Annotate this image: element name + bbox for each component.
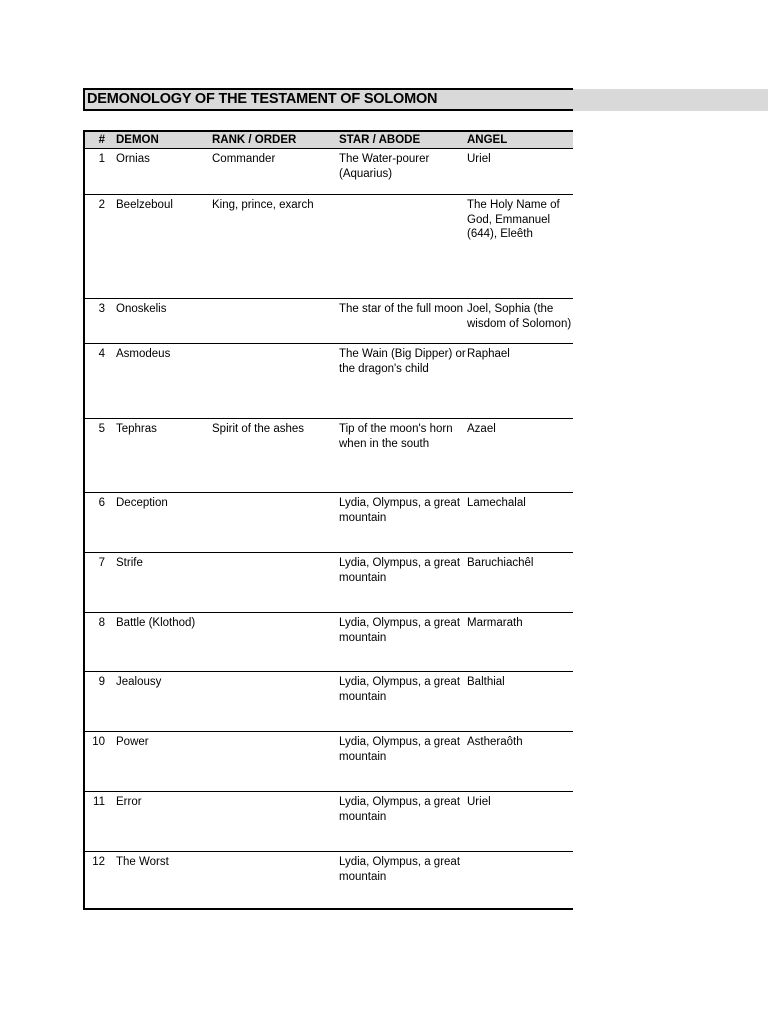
page-title: DEMONOLOGY OF THE TESTAMENT OF SOLOMON: [87, 91, 438, 107]
row-demon: Strife: [116, 557, 143, 569]
row-angel: Uriel: [467, 796, 491, 808]
table-row: [85, 493, 573, 553]
table-row: [85, 299, 573, 344]
row-angel: Raphael: [467, 348, 510, 360]
row-num: 5: [98, 423, 105, 435]
row-star: Lydia, Olympus, a great mountain: [339, 557, 461, 584]
row-star: Lydia, Olympus, a great mountain: [339, 676, 461, 703]
row-angel: The Holy Name of God, Emmanuel (644), Eleêth: [467, 199, 560, 240]
column-header-rank: RANK / ORDER: [212, 134, 297, 146]
row-angel: Uriel: [467, 153, 491, 165]
table-header: [85, 132, 573, 149]
row-demon: Ornias: [116, 153, 150, 165]
row-star: Tip of the moon's horn when in the south: [339, 423, 453, 450]
row-star: Lydia, Olympus, a great mountain: [339, 736, 461, 763]
row-angel: Balthial: [467, 676, 505, 688]
row-demon: Error: [116, 796, 142, 808]
row-angel: Lamechalal: [467, 497, 526, 509]
row-demon: Tephras: [116, 423, 157, 435]
row-num: 12: [92, 856, 105, 868]
row-star: The star of the full moon: [339, 303, 464, 315]
row-num: 1: [98, 153, 105, 165]
row-num: 4: [98, 348, 105, 360]
row-angel: Marmarath: [467, 617, 523, 629]
row-num: 8: [98, 617, 105, 629]
column-header-star: STAR / ABODE: [339, 134, 421, 146]
table-row: [85, 732, 573, 792]
row-angel: Astheraôth: [467, 736, 523, 748]
row-num: 6: [98, 497, 105, 509]
column-header-angel: ANGEL: [467, 134, 508, 146]
row-num: 10: [92, 736, 105, 748]
table-row: [85, 553, 573, 613]
table-row: [85, 672, 573, 732]
row-star: Lydia, Olympus, a great mountain: [339, 617, 461, 644]
row-angel: Baruchiachêl: [467, 557, 534, 569]
table-row: [85, 149, 573, 195]
row-angel: Azael: [467, 423, 496, 435]
row-demon: Beelzeboul: [116, 199, 173, 211]
row-demon: The Worst: [116, 856, 169, 868]
row-demon: Deception: [116, 497, 168, 509]
row-star: The Wain (Big Dipper) or the dragon's child: [339, 348, 466, 375]
row-demon: Battle (Klothod): [116, 617, 196, 629]
row-star: Lydia, Olympus, a great mountain: [339, 497, 461, 524]
table-row: [85, 613, 573, 672]
row-rank: King, prince, exarch: [212, 199, 314, 211]
row-rank: Commander: [212, 153, 276, 165]
row-rank: Spirit of the ashes: [212, 423, 305, 435]
column-header-demon: DEMON: [116, 134, 159, 146]
column-header-num: #: [98, 134, 105, 146]
header-band-extension: [573, 89, 768, 111]
table-row: [85, 344, 573, 419]
row-angel: Joel, Sophia (the wisdom of Solomon): [467, 303, 572, 330]
row-star: The Water-pourer (Aquarius): [339, 153, 430, 180]
row-num: 2: [98, 199, 105, 211]
row-num: 11: [93, 796, 105, 808]
table-row: [85, 792, 573, 852]
row-num: 3: [98, 303, 105, 315]
row-star: Lydia, Olympus, a great mountain: [339, 856, 461, 883]
title-bar: [83, 88, 573, 111]
row-demon: Asmodeus: [116, 348, 171, 360]
table-row: [85, 419, 573, 493]
table-row: [85, 195, 573, 299]
table-row: [85, 852, 573, 910]
row-demon: Onoskelis: [116, 303, 167, 315]
row-star: Lydia, Olympus, a great mountain: [339, 796, 461, 823]
row-num: 7: [98, 557, 105, 569]
row-demon: Power: [116, 736, 149, 748]
row-num: 9: [98, 676, 105, 688]
row-demon: Jealousy: [116, 676, 162, 688]
demonology-table: [83, 130, 573, 910]
